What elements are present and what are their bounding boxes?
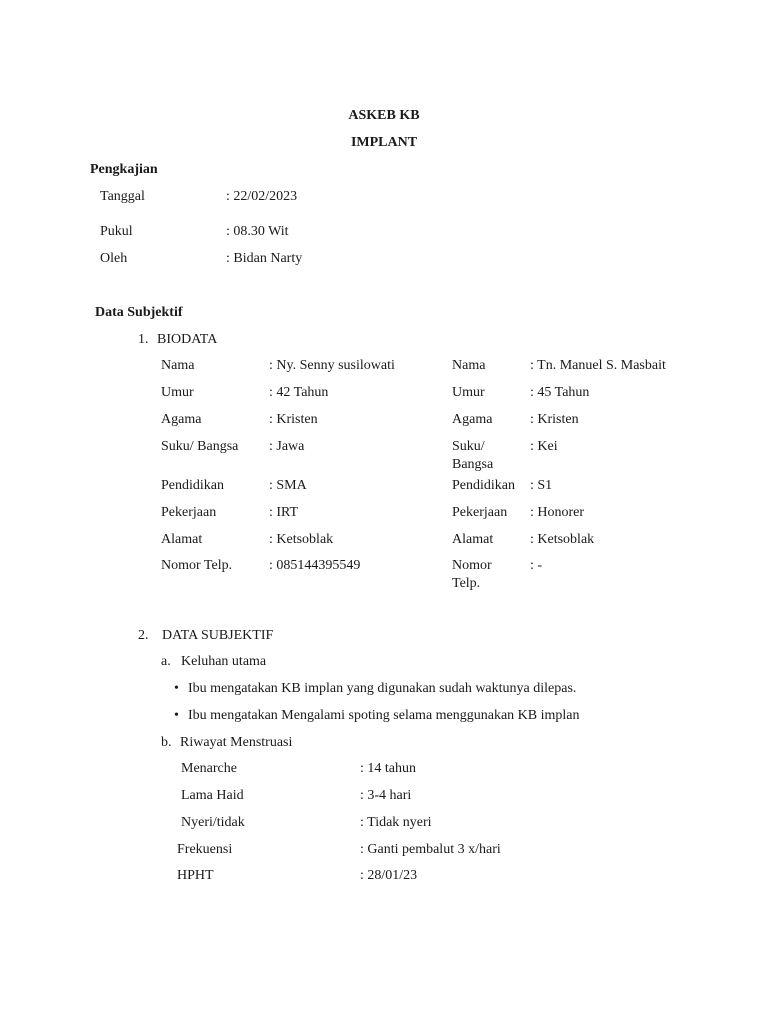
- biodata-left-value: : IRT: [269, 505, 299, 520]
- biodata-right-value: : -: [530, 558, 543, 573]
- biodata-heading: BIODATA: [157, 332, 218, 347]
- pengkajian-value-tanggal: : 22/02/2023: [226, 189, 298, 204]
- riwayat-value: : 14 tahun: [360, 761, 416, 776]
- biodata-right-label: Bangsa: [452, 457, 494, 472]
- biodata-right-label: Suku/: [452, 439, 485, 454]
- biodata-right-value: : 45 Tahun: [530, 385, 590, 400]
- biodata-right-value: : Kristen: [530, 412, 579, 427]
- riwayat-value: : Tidak nyeri: [360, 815, 432, 830]
- riwayat-label: HPHT: [177, 868, 214, 883]
- keluhan-bullet: Ibu mengatakan KB implan yang digunakan sudah waktunya dilepas.: [188, 681, 577, 696]
- keluhan-heading: Keluhan utama: [181, 654, 267, 669]
- keluhan-letter: a.: [161, 654, 171, 669]
- pengkajian-value-pukul: : 08.30 Wit: [226, 224, 289, 239]
- biodata-right-value: : Tn. Manuel S. Masbait: [530, 358, 666, 373]
- biodata-left-label: Nama: [161, 358, 195, 373]
- biodata-left-label: Umur: [161, 385, 194, 400]
- riwayat-value: : 28/01/23: [360, 868, 418, 883]
- document-subtitle: IMPLANT: [350, 135, 418, 150]
- riwayat-label: Nyeri/tidak: [181, 815, 245, 830]
- biodata-left-label: Suku/ Bangsa: [161, 439, 239, 454]
- pengkajian-heading: Pengkajian: [90, 162, 158, 177]
- pengkajian-label-tanggal: Tanggal: [100, 189, 145, 204]
- biodata-left-value: : SMA: [269, 478, 307, 493]
- biodata-right-value: : S1: [530, 478, 553, 493]
- biodata-left-value: : 42 Tahun: [269, 385, 329, 400]
- keluhan-bullet: Ibu mengatakan Mengalami spoting selama menggunakan KB implan: [188, 708, 580, 723]
- pengkajian-label-pukul: Pukul: [100, 224, 133, 239]
- bullet-marker: •: [174, 708, 179, 723]
- biodata-right-value: : Honorer: [530, 505, 585, 520]
- biodata-right-value: : Ketsoblak: [530, 532, 595, 547]
- biodata-number: 1.: [138, 332, 149, 347]
- section2-number: 2.: [138, 628, 149, 643]
- section2-heading: DATA SUBJEKTIF: [162, 628, 274, 643]
- biodata-right-value: : Kei: [530, 439, 558, 454]
- biodata-left-label: Pendidikan: [161, 478, 224, 493]
- document-title: ASKEB KB: [348, 108, 420, 123]
- riwayat-label: Lama Haid: [181, 788, 244, 803]
- biodata-right-label: Umur: [452, 385, 485, 400]
- biodata-left-label: Agama: [161, 412, 202, 427]
- biodata-right-label: Nama: [452, 358, 486, 373]
- riwayat-heading: Riwayat Menstruasi: [180, 735, 293, 750]
- biodata-left-label: Nomor Telp.: [161, 558, 233, 573]
- data-subjektif-heading: Data Subjektif: [95, 305, 183, 320]
- biodata-left-value: : 085144395549: [269, 558, 361, 573]
- pengkajian-value-oleh: : Bidan Narty: [226, 251, 303, 266]
- biodata-right-label: Alamat: [452, 532, 494, 547]
- riwayat-letter: b.: [161, 735, 172, 750]
- biodata-right-label: Telp.: [452, 576, 481, 591]
- riwayat-value: : 3-4 hari: [360, 788, 412, 803]
- biodata-left-value: : Ketsoblak: [269, 532, 334, 547]
- biodata-right-label: Pendidikan: [452, 478, 515, 493]
- biodata-right-label: Nomor: [452, 558, 492, 573]
- biodata-left-label: Alamat: [161, 532, 203, 547]
- pengkajian-label-oleh: Oleh: [100, 251, 128, 266]
- biodata-left-value: : Jawa: [269, 439, 305, 454]
- biodata-left-value: : Kristen: [269, 412, 318, 427]
- bullet-marker: •: [174, 681, 179, 696]
- riwayat-label: Frekuensi: [177, 842, 233, 857]
- biodata-right-label: Agama: [452, 412, 493, 427]
- riwayat-label: Menarche: [181, 761, 237, 776]
- biodata-left-value: : Ny. Senny susilowati: [269, 358, 395, 373]
- biodata-left-label: Pekerjaan: [161, 505, 217, 520]
- biodata-right-label: Pekerjaan: [452, 505, 508, 520]
- riwayat-value: : Ganti pembalut 3 x/hari: [360, 842, 501, 857]
